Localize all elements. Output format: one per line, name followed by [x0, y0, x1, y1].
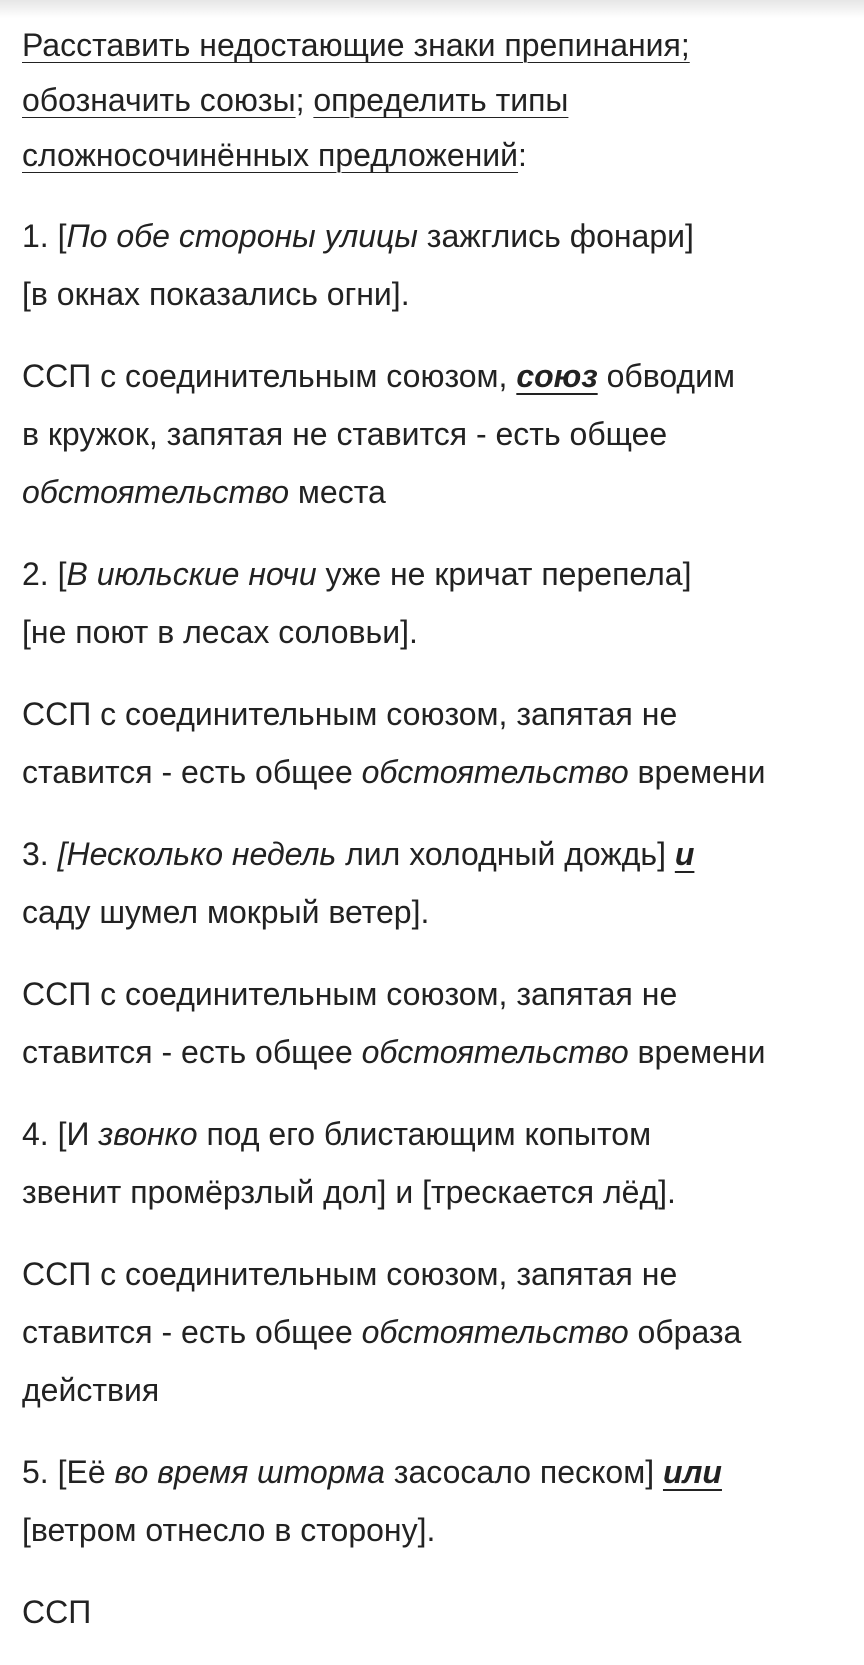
circumstance: В июльские ночи — [66, 556, 317, 592]
sentence-text: лил холодный дождь] — [336, 836, 675, 872]
circumstance-word: обстоятельство — [361, 1034, 629, 1070]
explanation-2 — [22, 685, 864, 801]
explanation-text: ССП с соединительным союзом, — [22, 358, 517, 394]
explanation-text: ставится - есть общее — [22, 1314, 362, 1350]
explanation-text: в кружок, запятая не ставится - есть общее — [22, 416, 668, 452]
sentence-text: саду шумел мокрый ветер]. — [22, 894, 430, 930]
circumstance-word: обстоятельство — [361, 1314, 629, 1350]
union-word: и — [674, 836, 695, 872]
sentence-text: [ветром отнесло в сторону]. — [22, 1512, 436, 1548]
task-part-3: определить типы — [313, 82, 569, 118]
sentence-1 — [22, 207, 864, 323]
sentence-2 — [22, 545, 864, 661]
explanation-text: ставится - есть общее — [22, 1034, 362, 1070]
document-body — [22, 18, 864, 1665]
sentence-text: засосало песком] — [384, 1454, 663, 1490]
explanation-text: места — [289, 474, 386, 510]
sentence-text: звенит промёрзлый дол] и [трескается лёд]. — [22, 1174, 676, 1210]
task-separator: ; — [295, 82, 305, 118]
sentence-text: уже не кричат перепела] — [316, 556, 692, 592]
sentence-number: 2. [ — [22, 556, 67, 592]
sentence-3 — [22, 825, 864, 941]
sentence-5 — [22, 1443, 864, 1559]
explanation-text: времени — [628, 754, 766, 790]
sentence-4 — [22, 1105, 864, 1221]
explanation-text: ССП — [22, 1594, 92, 1630]
task-heading — [22, 18, 864, 183]
explanation-3 — [22, 965, 864, 1081]
union-word: или — [662, 1454, 722, 1490]
circumstance: во время шторма — [114, 1454, 385, 1490]
sentence-text: под его блистающим копытом — [197, 1116, 652, 1152]
sentence-text: [в окнах показались огни]. — [22, 276, 410, 312]
sentence-number: 4. [И — [22, 1116, 99, 1152]
circumstance-word: обстоятельство — [22, 474, 289, 510]
sentence-text: [не поют в лесах соловьи]. — [22, 614, 418, 650]
explanation-text: ССП с соединительным союзом, запятая не — [22, 696, 678, 732]
explanation-5 — [22, 1583, 864, 1641]
circumstance: звонко — [98, 1116, 198, 1152]
explanation-1 — [22, 347, 864, 521]
task-colon: : — [518, 137, 527, 173]
task-part-2: обозначить союзы — [22, 82, 296, 118]
explanation-4 — [22, 1245, 864, 1419]
circumstance: [Несколько недель — [57, 836, 337, 872]
sentence-number: 3. — [22, 836, 58, 872]
explanation-text: ССП с соединительным союзом, запятая не — [22, 976, 678, 1012]
union-word: союз — [516, 358, 598, 394]
circumstance: По обе стороны улицы — [66, 218, 418, 254]
sentence-number: 5. [Её — [22, 1454, 115, 1490]
sentence-text: зажглись фонари] — [417, 218, 694, 254]
explanation-text: времени — [628, 1034, 766, 1070]
circumstance-word: обстоятельство — [361, 754, 629, 790]
sentence-number: 1. [ — [22, 218, 67, 254]
explanation-text: ставится - есть общее — [22, 754, 362, 790]
explanation-text: ССП с соединительным союзом, запятая не — [22, 1256, 678, 1292]
explanation-text: действия — [22, 1372, 160, 1408]
task-part-4: сложносочинённых предложений — [22, 137, 519, 173]
explanation-text: обводим — [597, 358, 735, 394]
explanation-text: образа — [628, 1314, 742, 1350]
top-shadow — [0, 0, 864, 18]
task-line-1: Расставить недостающие знаки препинания; — [22, 27, 690, 63]
